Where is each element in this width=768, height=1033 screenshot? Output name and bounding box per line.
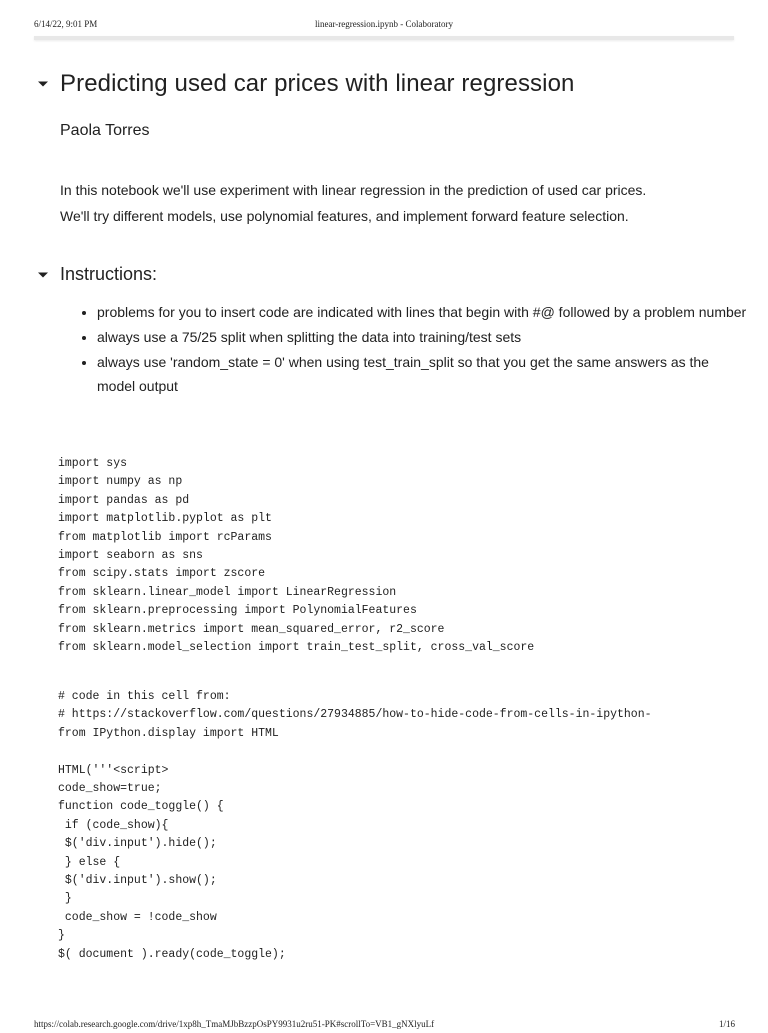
list-item: • always use 'random_state = 0' when using test_train_split so that you get the same answers as the model output — [97, 350, 747, 398]
print-page-number: 1/16 — [718, 1019, 735, 1029]
chevron-down-icon[interactable] — [36, 77, 50, 91]
author-name: Paola Torres — [60, 122, 150, 139]
print-url: https://colab.research.google.com/drive/1xp8h_TmaMJbBzzpOsPY9931u2ru51-PK#scrollTo=VB1_gNXlyuLf — [34, 1019, 435, 1029]
print-datetime: 6/14/22, 9:01 PM — [34, 19, 98, 29]
intro-paragraph — [60, 177, 750, 229]
chevron-down-icon[interactable] — [36, 268, 50, 282]
code-cell-imports[interactable]: import sys import numpy as np import pandas as pd import matplotlib.pyplot as plt from matplotlib import rcParams import seaborn as sns from scipy.stats import zscore from sklearn.linear_model import LinearRegression from sklearn.preprocessing import PolynomialFeatures from sklearn.metrics import mean_squared_error, r2_score from sklearn.model_selection import train_test_split, cross_val_score — [58, 457, 535, 655]
list-item: • always use a 75/25 split when splitting the data into training/test sets — [97, 325, 747, 349]
instructions-heading: Instructions: — [60, 264, 158, 284]
code-cell-hide-code[interactable]: # code in this cell from: # https://stackoverflow.com/questions/27934885/how-to-hide-code-from-cells-in-ipython- from IPython.display import HTML HTML('''<script> code_show=true; function code_toggle() { if (code_show){ $('div.input').hide(); } else { $('div.input').show(); } code_show = !code_show } $( document ).ready(code_toggle); — [58, 690, 652, 961]
instructions-list — [60, 300, 747, 399]
intro-line: In this notebook we'll use experiment with linear regression in the prediction of used car prices. — [60, 182, 647, 198]
notebook-title: Predicting used car prices with linear regression — [60, 70, 575, 97]
title-section-header[interactable] — [36, 70, 574, 98]
print-page-title: linear-regression.ipynb - Colaboratory — [314, 19, 454, 29]
instructions-section-header[interactable] — [36, 264, 157, 285]
intro-line: We'll try different models, use polynomial features, and implement forward feature selection. — [60, 208, 629, 224]
notebook-top-divider — [34, 36, 734, 40]
print-header — [0, 19, 768, 33]
print-footer — [0, 1019, 768, 1033]
list-item: • problems for you to insert code are indicated with lines that begin with #@ followed by a problem number — [97, 300, 747, 324]
